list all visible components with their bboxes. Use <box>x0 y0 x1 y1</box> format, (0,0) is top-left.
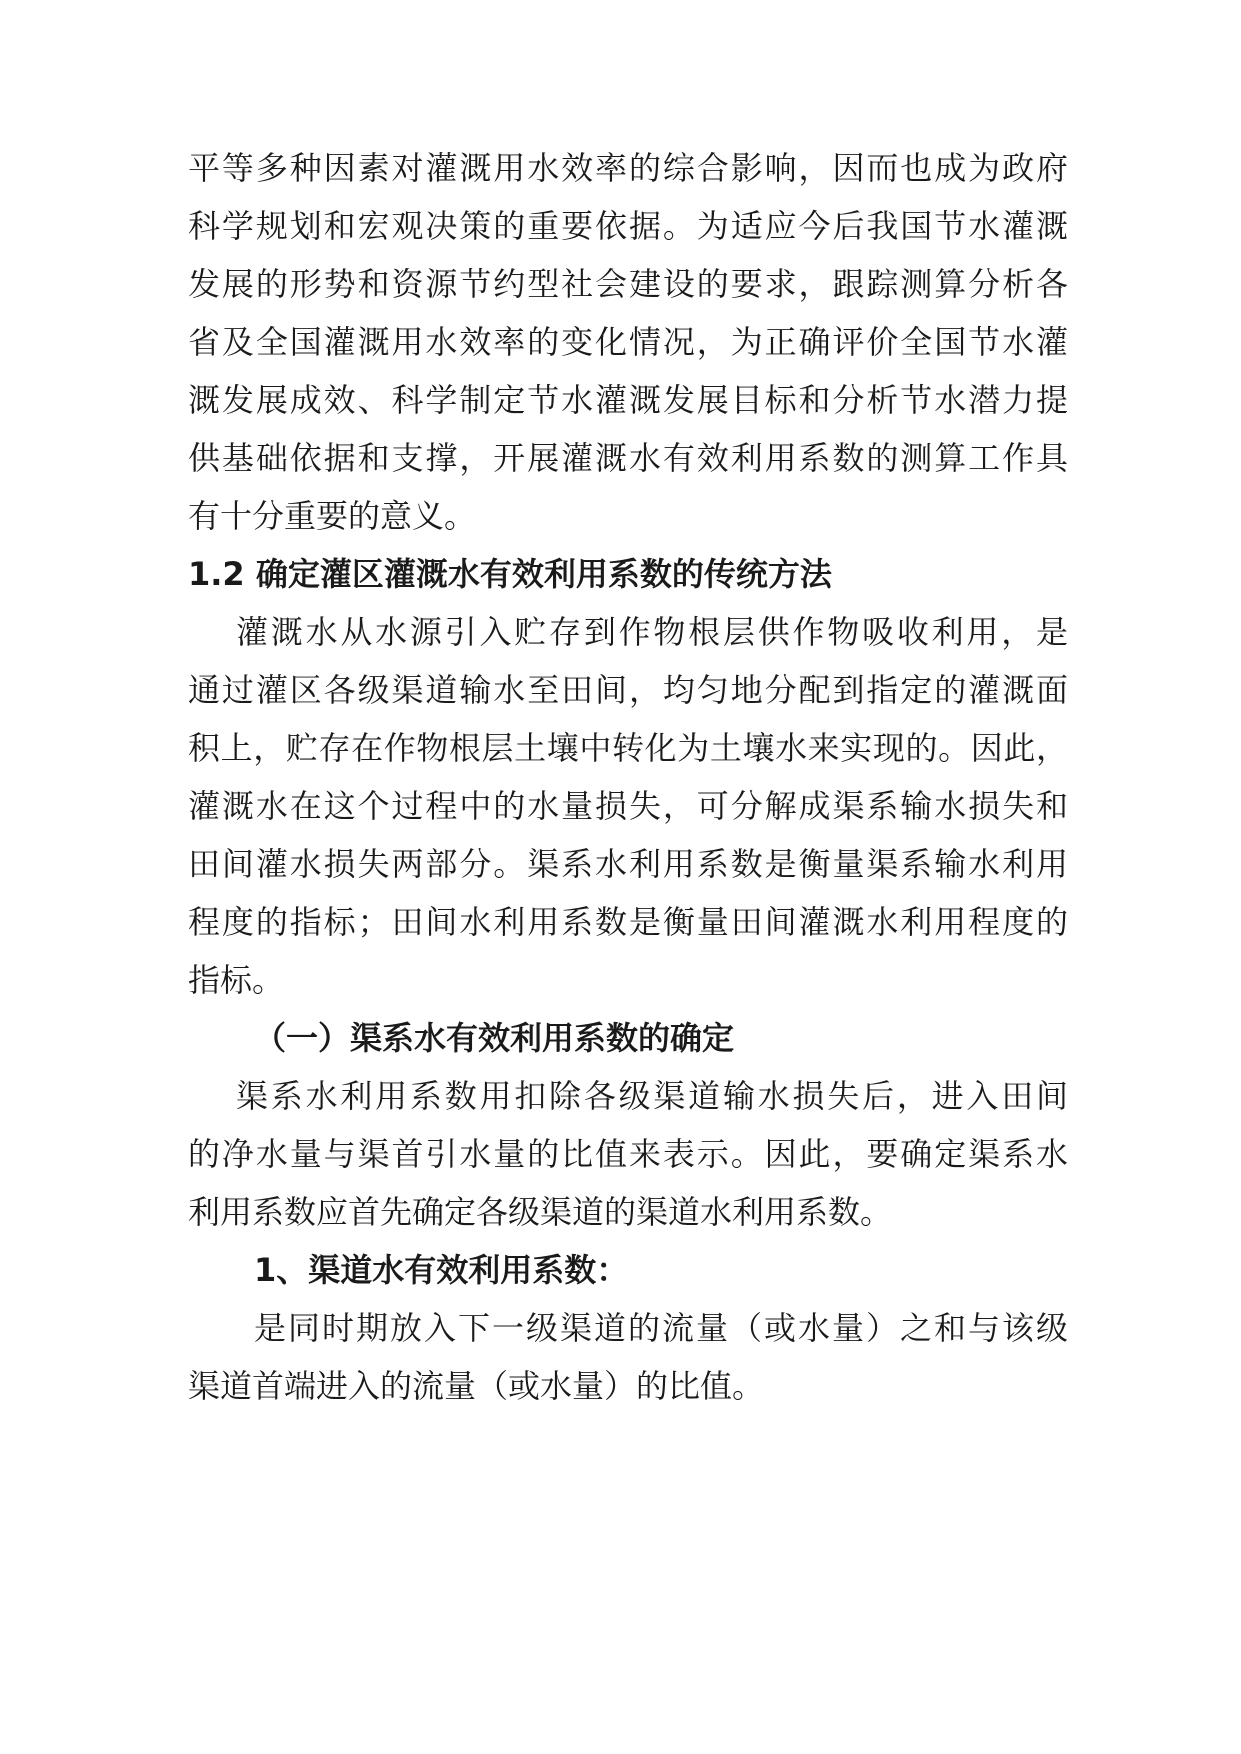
paragraph-2-line-3: 积上，贮存在作物根层土壤中转化为土壤水来实现的。因此， <box>188 729 1068 767</box>
section-heading: 1.2 确定灌区灌溉水有效利用系数的传统方法 <box>188 555 832 593</box>
paragraph-3-line-1: 渠系水利用系数用扣除各级渠道输水损失后，进入田间 <box>236 1077 1068 1115</box>
subsection-heading: （一）渠系水有效利用系数的确定 <box>254 1019 735 1057</box>
paragraph-2-line-2: 通过灌区各级渠道输水至田间，均匀地分配到指定的灌溉面 <box>188 671 1068 709</box>
paragraph-1-line-3: 发展的形势和资源节约型社会建设的要求，跟踪测算分析各 <box>188 265 1068 303</box>
paragraph-1-line-5: 溉发展成效、科学制定节水灌溉发展目标和分析节水潜力提 <box>188 381 1068 419</box>
paragraph-1-line-1: 平等多种因素对灌溉用水效率的综合影响，因而也成为政府 <box>188 149 1068 187</box>
item-heading: 1、渠道水有效利用系数： <box>254 1251 629 1289</box>
paragraph-1-line-4: 省及全国灌溉用水效率的变化情况，为正确评价全国节水灌 <box>188 323 1068 361</box>
paragraph-2-line-5: 田间灌水损失两部分。渠系水利用系数是衡量渠系输水利用 <box>188 845 1068 883</box>
paragraph-4-line-1: 是同时期放入下一级渠道的流量（或水量）之和与该级 <box>254 1309 1068 1347</box>
paragraph-2-line-7: 指标。 <box>188 961 285 999</box>
paragraph-2-line-1: 灌溉水从水源引入贮存到作物根层供作物吸收利用，是 <box>236 613 1068 651</box>
paragraph-2-line-6: 程度的指标；田间水利用系数是衡量田间灌溉水利用程度的 <box>188 903 1068 941</box>
paragraph-1-line-6: 供基础依据和支撑，开展灌溉水有效利用系数的测算工作具 <box>188 439 1068 477</box>
paragraph-4-line-2: 渠道首端进入的流量（或水量）的比值。 <box>188 1367 765 1405</box>
paragraph-1-line-2: 科学规划和宏观决策的重要依据。为适应今后我国节水灌溉 <box>188 207 1068 245</box>
paragraph-3-line-3: 利用系数应首先确定各级渠道的渠道水利用系数。 <box>188 1193 893 1231</box>
paragraph-2-line-4: 灌溉水在这个过程中的水量损失，可分解成渠系输水损失和 <box>188 787 1068 825</box>
paragraph-3-line-2: 的净水量与渠首引水量的比值来表示。因此，要确定渠系水 <box>188 1135 1068 1173</box>
paragraph-1-line-7: 有十分重要的意义。 <box>188 497 477 535</box>
